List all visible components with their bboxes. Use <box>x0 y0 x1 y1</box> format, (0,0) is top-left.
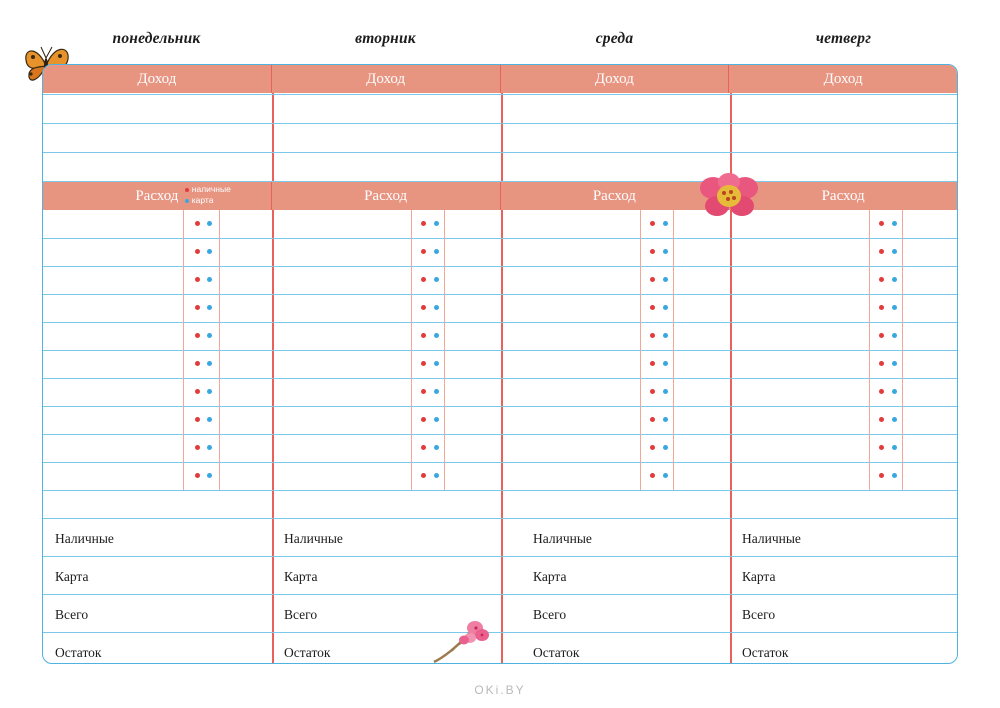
cash-marker-dot[interactable] <box>650 473 655 478</box>
summary-total-tuesday: Всего <box>284 607 318 622</box>
card-marker-dot[interactable] <box>663 221 668 226</box>
expense-column-divider <box>673 210 674 490</box>
rule-layer <box>43 65 957 663</box>
cash-marker-dot[interactable] <box>879 389 884 394</box>
cash-marker-dot[interactable] <box>421 473 426 478</box>
card-marker-dot[interactable] <box>892 361 897 366</box>
card-marker-dot[interactable] <box>434 221 439 226</box>
card-marker-dot[interactable] <box>663 417 668 422</box>
cash-marker-dot[interactable] <box>650 277 655 282</box>
summary-balance-monday: Остаток <box>55 645 102 660</box>
cash-marker-dot[interactable] <box>421 389 426 394</box>
card-marker-dot[interactable] <box>207 333 212 338</box>
day-header-tuesday: вторник <box>355 30 416 47</box>
card-marker-dot[interactable] <box>892 473 897 478</box>
cash-marker-dot[interactable] <box>879 333 884 338</box>
card-marker-dot[interactable] <box>434 249 439 254</box>
cash-marker-dot[interactable] <box>650 445 655 450</box>
summary-total-monday: Всего <box>55 607 89 622</box>
cash-marker-dot[interactable] <box>195 221 200 226</box>
summary-card-tuesday: Карта <box>284 569 318 584</box>
card-marker-dot[interactable] <box>892 305 897 310</box>
income-label-monday: Доход <box>137 71 177 87</box>
cash-marker-dot[interactable] <box>421 249 426 254</box>
legend-card <box>185 195 257 206</box>
summary-card-thursday: Карта <box>742 569 776 584</box>
footer-watermark: OKi.BY <box>474 683 526 697</box>
expense-label-wednesday: Расход <box>500 182 729 210</box>
day-header-row <box>42 30 958 60</box>
card-marker-dot[interactable] <box>663 277 668 282</box>
card-marker-dot[interactable] <box>207 361 212 366</box>
card-marker-dot[interactable] <box>434 389 439 394</box>
cash-marker-dot[interactable] <box>879 417 884 422</box>
day-header-wednesday: среда <box>595 30 634 47</box>
expense-label-monday <box>43 182 271 210</box>
card-marker-dot[interactable] <box>207 445 212 450</box>
card-marker-dot[interactable] <box>663 389 668 394</box>
summary-cash-thursday: Наличные <box>742 531 801 546</box>
cash-marker-dot[interactable] <box>195 445 200 450</box>
card-marker-dot[interactable] <box>434 333 439 338</box>
expense-band <box>43 182 957 210</box>
card-marker-dot[interactable] <box>207 277 212 282</box>
card-marker-dot[interactable] <box>663 445 668 450</box>
expense-column-divider <box>869 210 870 490</box>
income-label-thursday: Доход <box>728 65 957 93</box>
cash-marker-dot[interactable] <box>650 417 655 422</box>
summary-card-wednesday: Карта <box>533 569 567 584</box>
expense-column-divider <box>183 210 184 490</box>
expense-column-divider <box>640 210 641 490</box>
income-label-tuesday: Доход <box>271 65 500 93</box>
card-marker-dot[interactable] <box>892 277 897 282</box>
card-marker-dot[interactable] <box>663 249 668 254</box>
card-marker-dot[interactable] <box>663 305 668 310</box>
cash-dot-icon <box>185 188 189 192</box>
card-marker-dot[interactable] <box>663 333 668 338</box>
legend <box>185 184 257 206</box>
card-marker-dot[interactable] <box>207 221 212 226</box>
day-header-monday: понедельник <box>112 30 201 47</box>
cash-marker-dot[interactable] <box>421 361 426 366</box>
summary-cash-monday: Наличные <box>55 531 114 546</box>
summary-cash-wednesday: Наличные <box>533 531 592 546</box>
card-marker-dot[interactable] <box>434 277 439 282</box>
income-label-wednesday: Доход <box>500 65 729 93</box>
budget-table <box>42 64 958 664</box>
summary-balance-wednesday: Остаток <box>533 645 580 660</box>
cash-marker-dot[interactable] <box>421 417 426 422</box>
card-marker-dot[interactable] <box>892 445 897 450</box>
card-marker-dot[interactable] <box>892 249 897 254</box>
card-marker-dot[interactable] <box>892 389 897 394</box>
expense-column-divider <box>902 210 903 490</box>
card-marker-dot[interactable] <box>207 417 212 422</box>
card-marker-dot[interactable] <box>892 417 897 422</box>
cash-marker-dot[interactable] <box>195 333 200 338</box>
cash-marker-dot[interactable] <box>879 445 884 450</box>
cash-marker-dot[interactable] <box>879 361 884 366</box>
cash-marker-dot[interactable] <box>195 361 200 366</box>
cash-marker-dot[interactable] <box>650 221 655 226</box>
cash-marker-dot[interactable] <box>650 389 655 394</box>
expense-column-divider <box>219 210 220 490</box>
cash-marker-dot[interactable] <box>195 305 200 310</box>
cash-marker-dot[interactable] <box>195 277 200 282</box>
cash-marker-dot[interactable] <box>650 249 655 254</box>
expense-label-tuesday: Расход <box>271 182 500 210</box>
card-marker-dot[interactable] <box>207 249 212 254</box>
cherry-twig-icon <box>430 618 492 664</box>
summary-total-wednesday: Всего <box>533 607 567 622</box>
cash-marker-dot[interactable] <box>879 221 884 226</box>
card-marker-dot[interactable] <box>434 417 439 422</box>
card-marker-dot[interactable] <box>663 361 668 366</box>
cash-marker-dot[interactable] <box>195 249 200 254</box>
cash-marker-dot[interactable] <box>650 361 655 366</box>
cash-marker-dot[interactable] <box>421 305 426 310</box>
card-marker-dot[interactable] <box>434 473 439 478</box>
card-marker-dot[interactable] <box>207 305 212 310</box>
legend-cash-label: наличные <box>191 184 231 194</box>
card-marker-dot[interactable] <box>434 305 439 310</box>
cash-marker-dot[interactable] <box>879 305 884 310</box>
legend-cash <box>185 184 257 195</box>
summary-balance-thursday: Остаток <box>742 645 789 660</box>
card-marker-dot[interactable] <box>663 473 668 478</box>
day-header-thursday: четверг <box>815 30 872 47</box>
card-marker-dot[interactable] <box>434 361 439 366</box>
cash-marker-dot[interactable] <box>421 277 426 282</box>
card-dot-icon <box>185 199 189 203</box>
card-marker-dot[interactable] <box>434 445 439 450</box>
expense-column-divider <box>411 210 412 490</box>
cash-marker-dot[interactable] <box>879 249 884 254</box>
summary-card-monday: Карта <box>55 569 89 584</box>
cash-marker-dot[interactable] <box>195 389 200 394</box>
card-marker-dot[interactable] <box>207 473 212 478</box>
cash-marker-dot[interactable] <box>195 473 200 478</box>
card-marker-dot[interactable] <box>892 221 897 226</box>
legend-card-label: карта <box>191 195 214 205</box>
cash-marker-dot[interactable] <box>879 473 884 478</box>
summary-total-thursday: Всего <box>742 607 776 622</box>
cash-marker-dot[interactable] <box>195 417 200 422</box>
income-band <box>43 65 957 93</box>
card-marker-dot[interactable] <box>207 389 212 394</box>
cash-marker-dot[interactable] <box>879 277 884 282</box>
cash-marker-dot[interactable] <box>650 305 655 310</box>
cash-marker-dot[interactable] <box>421 333 426 338</box>
pink-blossom-icon <box>697 168 761 220</box>
cash-marker-dot[interactable] <box>421 445 426 450</box>
expense-column-divider <box>444 210 445 490</box>
expense-label-thursday: Расход <box>728 182 957 210</box>
expense-label-monday-text: Расход <box>135 188 179 204</box>
card-marker-dot[interactable] <box>892 333 897 338</box>
cash-marker-dot[interactable] <box>650 333 655 338</box>
summary-balance-tuesday: Остаток <box>284 645 331 660</box>
summary-cash-tuesday: Наличные <box>284 531 343 546</box>
cash-marker-dot[interactable] <box>421 221 426 226</box>
